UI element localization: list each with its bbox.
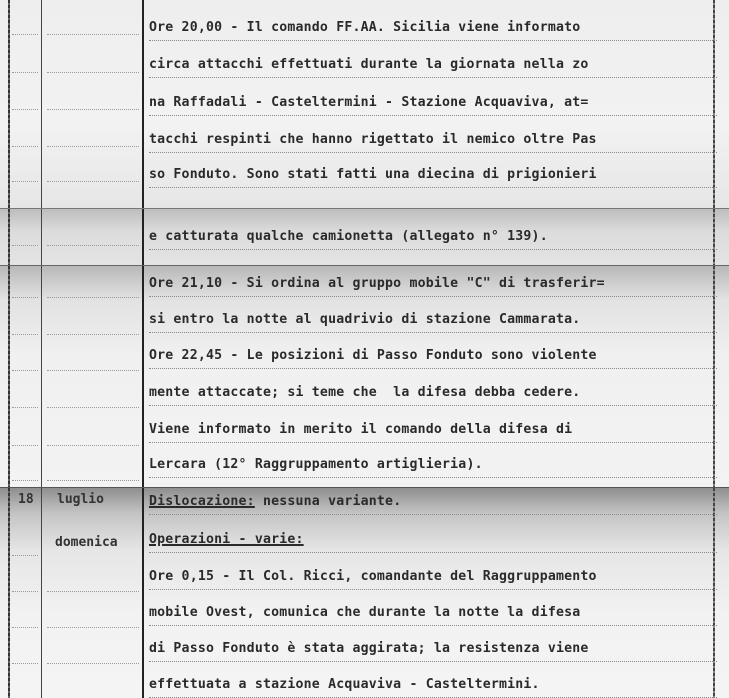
page-strip-1 [0,0,729,208]
left-border-line [8,488,10,698]
rule [12,369,38,371]
rule [12,406,38,408]
rule [12,626,38,628]
rule [47,244,139,246]
rule [47,333,139,335]
text-line: di Passo Fonduto è stata aggirata; la resistenza viene [149,639,717,662]
dislocazione-line [149,492,717,515]
rule [47,108,139,110]
rule [12,590,38,592]
text-line: circa attacchi effettuati durante la giornata nella zo [149,55,717,78]
rule [47,33,139,35]
operazioni-heading: Operazioni - varie: [149,532,304,547]
day-number: 18 [18,492,34,507]
text-line: Ore 0,15 - Il Col. Ricci, comandante del Raggruppamento [149,567,717,590]
dislocazione-heading: Dislocazione: [149,494,255,509]
text-line: Ore 21,10 - Si ordina al gruppo mobile "C" di trasferir= [149,274,717,297]
day-column-line [41,209,42,266]
rule [47,296,139,298]
rule [12,444,38,446]
text-column-line [142,209,144,266]
rule [47,369,139,371]
rule [12,662,38,664]
rule [12,180,38,182]
text-column-line [142,0,144,208]
rule [12,108,38,110]
left-border-line [8,209,10,266]
text-line: Lercara (12° Raggruppamento artiglieria). [149,455,717,478]
rule [12,333,38,335]
rule [12,244,38,246]
rule [47,479,139,481]
rule [12,296,38,298]
text-line: si entro la notte al quadrivio di stazione Cammarata. [149,310,717,333]
day-column-line [41,266,42,488]
text-line: Viene informato in merito il comando della difesa di [149,420,717,443]
rule [47,444,139,446]
rule [47,406,139,408]
page-strip-4 [0,487,729,698]
day-column-line [41,488,42,698]
text-column-line [142,488,144,698]
rule [12,33,38,35]
right-border-line [713,488,715,698]
rule [47,590,139,592]
day-name: domenica [55,535,118,550]
page-strip-2 [0,208,729,266]
left-border-line [8,266,10,488]
rule [47,626,139,628]
day-month: luglio [57,492,104,507]
rule [12,71,38,73]
text-line: Ore 22,45 - Le posizioni di Passo Fonduto sono violente [149,346,717,369]
text-line: effettuata a stazione Acquaviva - Casteltermini. [149,675,717,698]
text-line: mobile Ovest, comunica che durante la notte la difesa [149,603,717,626]
text-line: e catturata qualche camionetta (allegato n° 139). [149,227,717,250]
day-column-line [41,0,42,208]
dislocazione-text: nessuna variante. [254,494,402,509]
rule [47,71,139,73]
text-line: na Raffadali - Casteltermini - Stazione Acquaviva, at= [149,93,717,116]
rule [47,180,139,182]
rule [12,554,38,556]
left-border-line [8,0,10,208]
page-strip-3 [0,265,729,488]
text-line: tacchi respinti che hanno rigettato il nemico oltre Pas [149,130,717,153]
text-line: so Fonduto. Sono stati fatti una diecina di prigionieri [149,165,717,188]
text-line: Ore 20,00 - Il comando FF.AA. Sicilia viene informato [149,18,717,41]
rule [47,662,139,664]
text-column-line [142,266,144,488]
rule [47,145,139,147]
text-line: mente attaccate; si teme che la difesa debba cedere. [149,383,717,406]
rule [12,145,38,147]
rule [12,479,38,481]
operazioni-line [149,530,717,553]
